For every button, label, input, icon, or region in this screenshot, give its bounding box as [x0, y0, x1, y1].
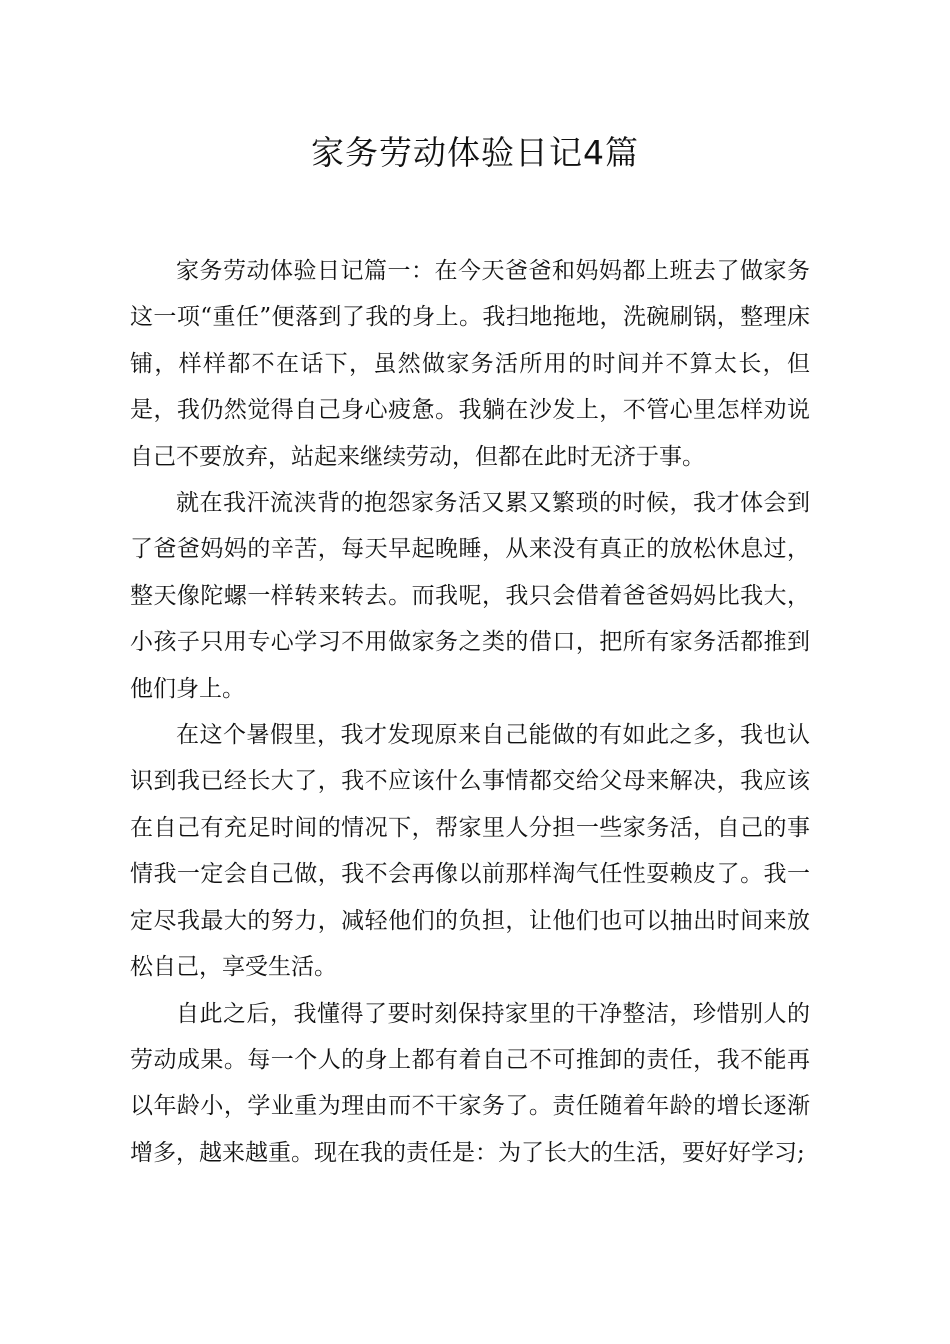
paragraph-3: 在这个暑假里，我才发现原来自己能做的有如此之多，我也认识到我已经长大了，我不应该什么事情都交给父母来解决，我应该在自己有充足时间的情况下，帮家里人分担一些家务活，自己的事情我一定会自己做，我不会再像以前那样淘气任性耍赖皮了。我一定尽我最大的努力，减轻他们的负担，让他们也可以抽出时间来放松自己，享受生活。: [130, 722, 810, 981]
paragraph-1: 家务劳动体验日记篇一：在今天爸爸和妈妈都上班去了做家务这一项“重任”便落到了我的身上。我扫地拖地，洗碗刷锅，整理床铺，样样都不在话下，虽然做家务活所用的时间并不算太长，但是，我仍然觉得自己身心疲惫。我躺在沙发上，不管心里怎样劝说自己不要放弃，站起来继续劳动，但都在此时无济于事。: [130, 258, 810, 470]
paragraph-2: 就在我汗流浃背的抱怨家务活又累又繁琐的时候，我才体会到了爸爸妈妈的辛苦，每天早起晚睡，从来没有真正的放松休息过，整天像陀螺一样转来转去。而我呢，我只会借着爸爸妈妈比我大，小孩子只用专心学习不用做家务之类的借口，把所有家务活都推到他们身上。: [130, 490, 810, 702]
document-title: 家务劳动体验日记4篇: [311, 133, 639, 172]
document-body: [130, 248, 810, 1176]
paragraph-4: 自此之后，我懂得了要时刻保持家里的干净整洁，珍惜别人的劳动成果。每一个人的身上都有着自己不可推卸的责任，我不能再以年龄小，学业重为理由而不干家务了。责任随着年龄的增长逐渐增多，越来越重。现在我的责任是：为了长大的生活，要好好学习;: [130, 1000, 810, 1166]
